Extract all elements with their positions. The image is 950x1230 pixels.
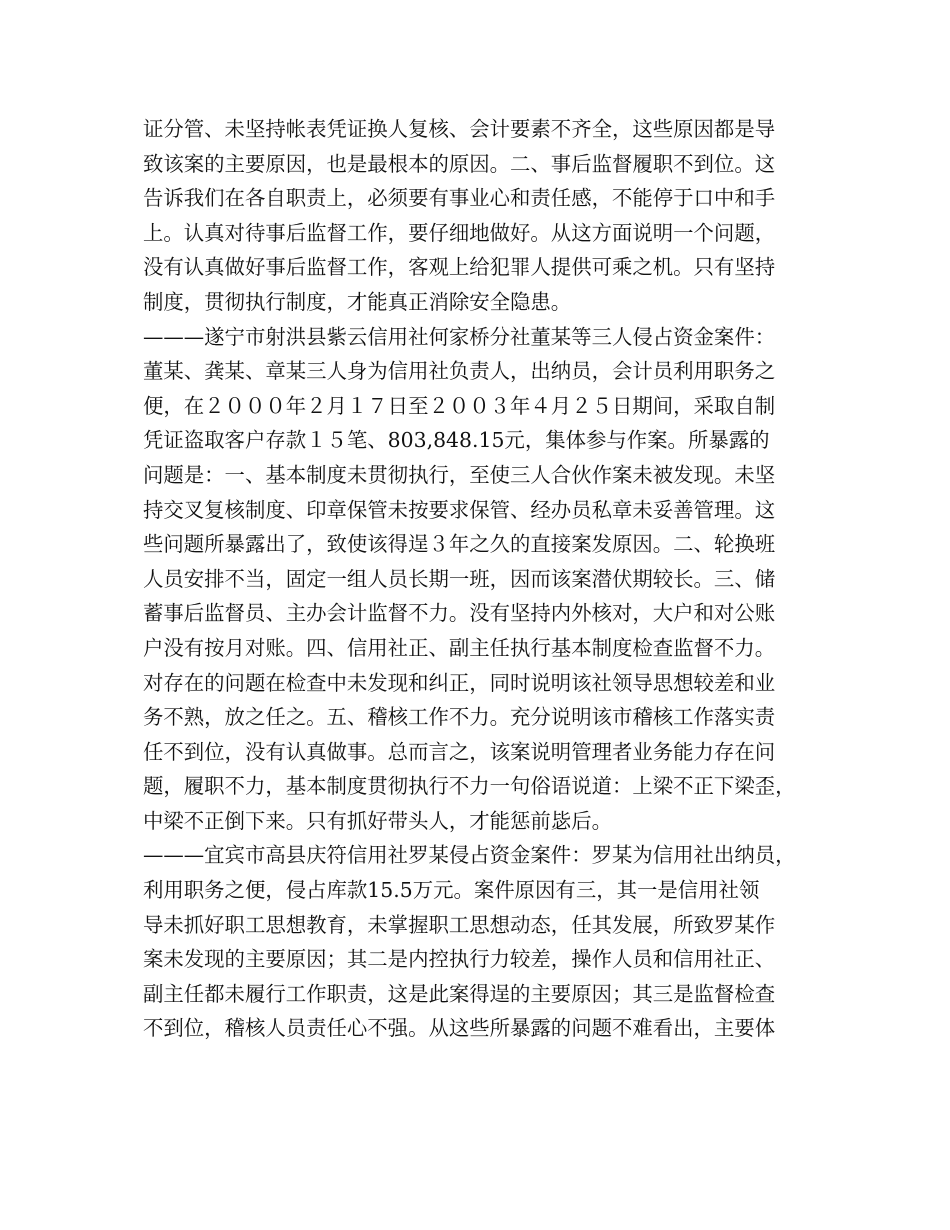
- text-line: 户没有按月对账。四、信用社正、副主任执行基本制度检查监督不力。: [143, 635, 776, 660]
- text-line: 持交叉复核制度、印章保管未按要求保管、经办员私章未妥善管理。这: [143, 497, 776, 522]
- text-line: 利用职务之便，侵占库款15.5万元。案件原因有三，其一是信用社领: [143, 878, 760, 903]
- text-line: 凭证盗取客户存款１５笔、803,848.15元，集体参与作案。所暴露的: [143, 428, 770, 453]
- text-line: 便，在２０００年２月１７日至２００３年４月２５日期间，采取自制: [143, 393, 776, 418]
- text-line: 制度，贯彻执行制度，才能真正消除安全隐患。: [143, 289, 572, 314]
- text-line: 蓄事后监督员、主办会计监督不力。没有坚持内外核对，大户和对公账: [143, 601, 776, 626]
- text-line: 务不熟，放之任之。五、稽核工作不力。充分说明该市稽核工作落实责: [143, 705, 776, 730]
- text-line: ———宜宾市高县庆符信用社罗某侵占资金案件：罗某为信用社出纳员，: [143, 843, 796, 868]
- text-line: 些问题所暴露出了，致使该得逞３年之久的直接案发原因。二、轮换班: [143, 532, 776, 557]
- text-line: 副主任都未履行工作职责，这是此案得逞的主要原因；其三是监督检查: [143, 981, 776, 1006]
- body-text: [143, 112, 833, 1046]
- text-line: 致该案的主要原因，也是最根本的原因。二、事后监督履职不到位。这: [143, 151, 776, 176]
- text-line: 上。认真对待事后监督工作，要仔细地做好。从这方面说明一个问题，: [143, 220, 776, 245]
- text-line: 证分管、未坚持帐表凭证换人复核、会计要素不齐全，这些原因都是导: [143, 117, 776, 141]
- text-line: 任不到位，没有认真做事。总而言之，该案说明管理者业务能力存在问: [143, 739, 776, 764]
- text-line: 问题是：一、基本制度未贯彻执行，至使三人合伙作案未被发现。未坚: [143, 462, 776, 487]
- text-line: 人员安排不当，固定一组人员长期一班，因而该案潜伏期较长。三、储: [143, 566, 776, 591]
- text-line: 题，履职不力，基本制度贯彻执行不力一句俗语说道：上梁不正下梁歪，: [143, 774, 796, 799]
- text-line: 导未抓好职工思想教育，未掌握职工思想动态，任其发展，所致罗某作: [143, 912, 776, 937]
- text-line: 中梁不正倒下来。只有抓好带头人，才能惩前毖后。: [143, 808, 612, 833]
- text-line: 对存在的问题在检查中未发现和纠正，同时说明该社领导思想较差和业: [143, 670, 776, 695]
- text-line: 不到位，稽核人员责任心不强。从这些所暴露的问题不难看出，主要体: [143, 1016, 776, 1041]
- text-line: 告诉我们在各自职责上，必须要有事业心和责任感，不能停于口中和手: [143, 186, 776, 211]
- text-line: 案未发现的主要原因；其二是内控执行力较差，操作人员和信用社正、: [143, 947, 776, 972]
- text-line: ———遂宁市射洪县紫云信用社何家桥分社董某等三人侵占资金案件：: [143, 324, 776, 349]
- text-line: 没有认真做好事后监督工作，客观上给犯罪人提供可乘之机。只有坚持: [143, 255, 776, 280]
- text-line: 董某、龚某、章某三人身为信用社负责人，出纳员，会计员利用职务之: [143, 359, 776, 384]
